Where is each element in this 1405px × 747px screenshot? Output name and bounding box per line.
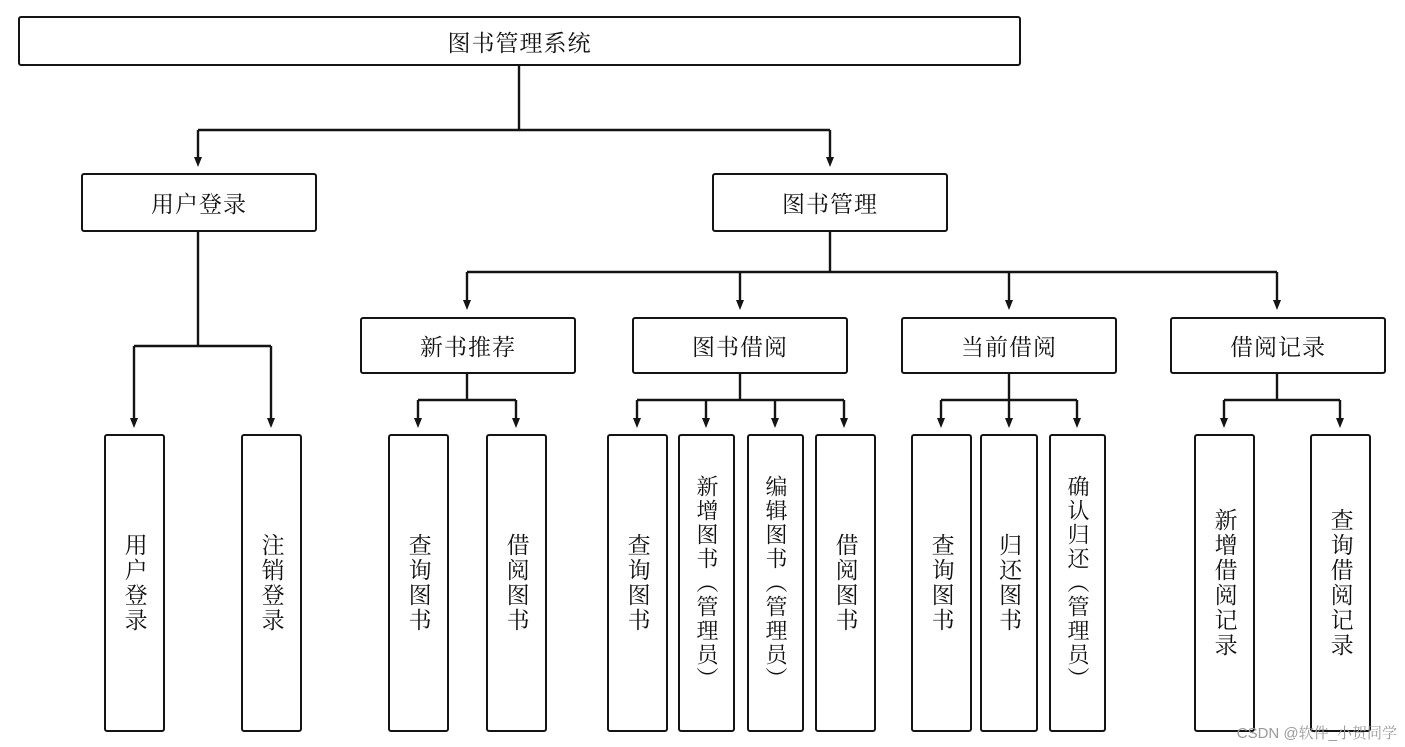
watermark: CSDN @软件_小贺同学 [1236, 725, 1397, 742]
leaf-current-return[interactable] [980, 434, 1038, 732]
leaf-current-query[interactable] [911, 434, 972, 732]
node-current-borrow[interactable] [901, 317, 1117, 374]
leaf-borrow-query-label: 查询图书 [624, 533, 651, 633]
leaf-new-book-borrow[interactable] [486, 434, 547, 732]
leaf-record-query-label: 查询借阅记录 [1327, 508, 1354, 658]
node-book-management[interactable] [712, 173, 948, 232]
leaf-new-book-borrow-label: 借阅图书 [503, 533, 530, 633]
leaf-user-login[interactable] [104, 434, 165, 732]
leaf-current-confirm-return[interactable] [1049, 434, 1106, 732]
leaf-borrow-book[interactable] [815, 434, 876, 732]
leaf-borrow-add-label: 新增图书（管理员） [694, 475, 720, 691]
leaf-record-add-label: 新增借阅记录 [1211, 508, 1238, 658]
node-borrow-record-label: 借阅记录 [1230, 334, 1326, 360]
leaf-borrow-edit[interactable] [747, 434, 804, 732]
leaf-current-confirm-return-label: 确认归还（管理员） [1065, 475, 1091, 691]
leaf-new-book-query[interactable] [388, 434, 449, 732]
node-new-book-recommend-label: 新书推荐 [420, 334, 516, 360]
leaf-user-login-label: 用户登录 [121, 533, 148, 633]
node-root[interactable] [18, 16, 1021, 66]
node-user-login-label: 用户登录 [151, 191, 247, 217]
node-borrow-record[interactable] [1170, 317, 1386, 374]
leaf-borrow-query[interactable] [607, 434, 668, 732]
leaf-record-add[interactable] [1194, 434, 1255, 732]
node-new-book-recommend[interactable] [360, 317, 576, 374]
node-book-borrow[interactable] [632, 317, 848, 374]
node-root-label: 图书管理系统 [447, 29, 592, 56]
leaf-logout-label: 注销登录 [258, 533, 285, 633]
node-current-borrow-label: 当前借阅 [961, 334, 1057, 360]
leaf-record-query[interactable] [1310, 434, 1371, 732]
node-book-borrow-label: 图书借阅 [692, 334, 788, 360]
leaf-new-book-query-label: 查询图书 [405, 533, 432, 633]
node-user-login[interactable] [81, 173, 317, 232]
node-book-management-label: 图书管理 [782, 191, 878, 217]
leaf-logout[interactable] [241, 434, 302, 732]
leaf-current-query-label: 查询图书 [928, 533, 955, 633]
leaf-current-return-label: 归还图书 [996, 533, 1023, 633]
leaf-borrow-add[interactable] [678, 434, 735, 732]
leaf-borrow-book-label: 借阅图书 [832, 533, 859, 633]
leaf-borrow-edit-label: 编辑图书（管理员） [763, 475, 789, 691]
